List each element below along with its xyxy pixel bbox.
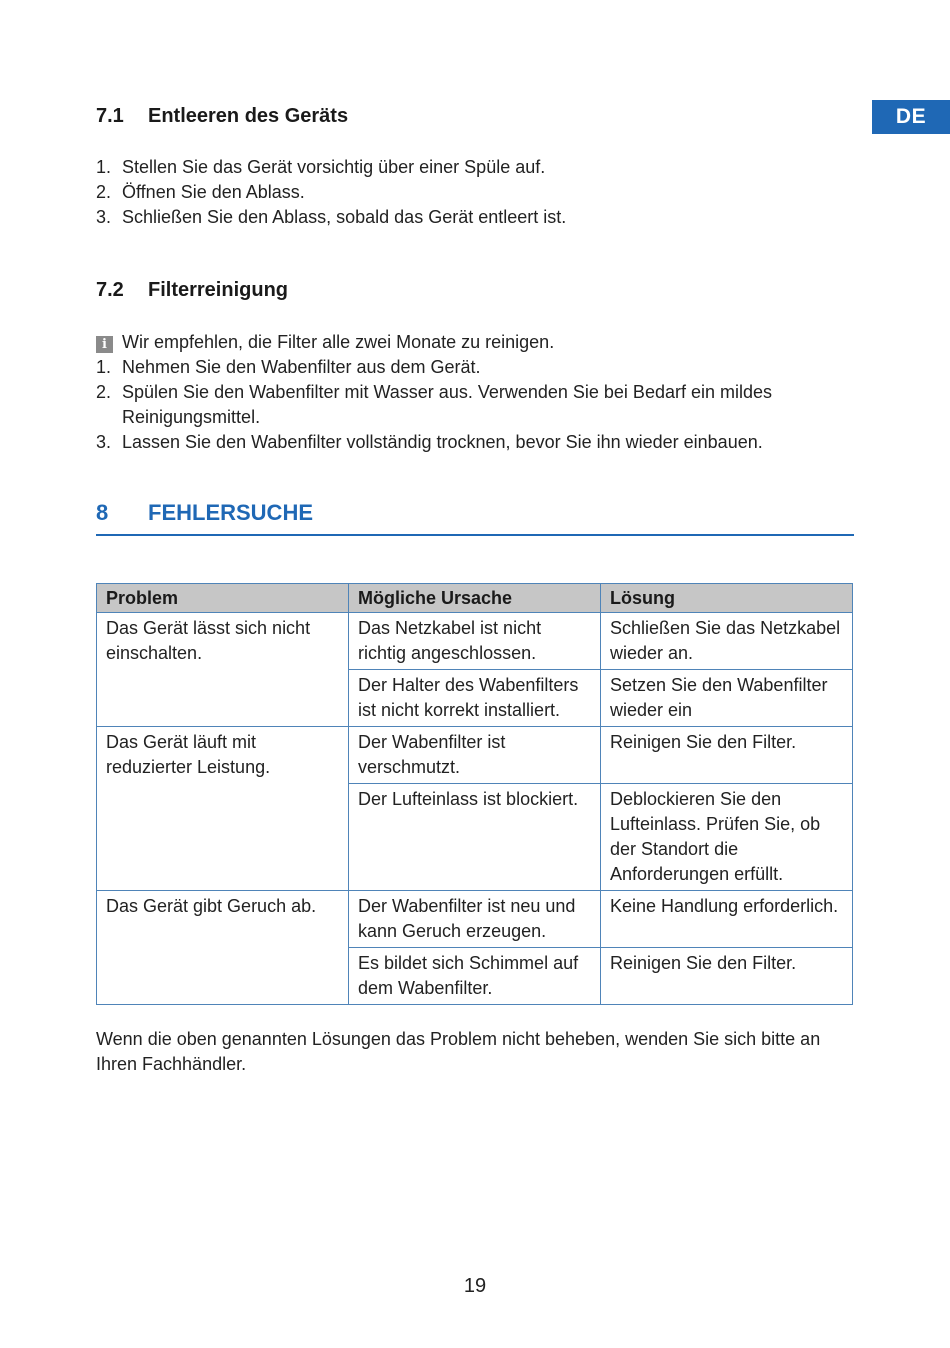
- language-tab: DE: [872, 100, 950, 134]
- page-number: 19: [463, 1275, 487, 1297]
- info-note: [96, 330, 816, 355]
- list-item: [96, 380, 816, 430]
- drain-steps-list: [96, 155, 816, 230]
- section-heading-8: [96, 500, 854, 536]
- solution-cell: Deblockieren Sie den Lufteinlass. Prüfen Sie, ob der Standort die Anforderungen erfüllt.: [601, 784, 853, 891]
- solution-cell: Setzen Sie den Wabenfilter wieder ein: [601, 670, 853, 727]
- solution-cell: Reinigen Sie den Filter.: [601, 948, 853, 1005]
- list-index: 3.: [96, 207, 112, 227]
- info-text: Wir empfehlen, die Filter alle zwei Monate zu reinigen.: [122, 332, 555, 352]
- problem-cell: Das Gerät läuft mit reduzierter Leistung.: [97, 727, 349, 891]
- problem-cell: Das Gerät gibt Geruch ab.: [97, 891, 349, 1005]
- list-index: 2.: [96, 182, 112, 202]
- cause-cell: Der Lufteinlass ist blockiert.: [349, 784, 601, 891]
- column-header-solution: Lösung: [601, 584, 853, 613]
- list-item: [96, 430, 816, 455]
- section-heading-7-1: [96, 105, 348, 128]
- cause-cell: Das Netzkabel ist nicht richtig angeschlossen.: [349, 613, 601, 670]
- list-text: Schließen Sie den Ablass, sobald das Gerät entleert ist.: [122, 207, 567, 227]
- table-row: [97, 613, 853, 670]
- list-text: Spülen Sie den Wabenfilter mit Wasser aus. Verwenden Sie bei Bedarf ein mildes Reinigungsmittel.: [122, 382, 773, 427]
- list-index: 3.: [96, 432, 112, 452]
- column-header-cause: Mögliche Ursache: [349, 584, 601, 613]
- section-title: Filterreinigung: [148, 279, 288, 301]
- section-heading-7-2: [96, 279, 288, 302]
- list-index: 1.: [96, 157, 112, 177]
- list-index: 1.: [96, 357, 112, 377]
- list-text: Nehmen Sie den Wabenfilter aus dem Gerät.: [122, 357, 481, 377]
- list-item: [96, 355, 816, 380]
- solution-cell: Schließen Sie das Netzkabel wieder an.: [601, 613, 853, 670]
- solution-cell: Reinigen Sie den Filter.: [601, 727, 853, 784]
- cause-cell: Es bildet sich Schimmel auf dem Wabenfilter.: [349, 948, 601, 1005]
- table-row: [97, 891, 853, 948]
- cause-cell: Der Wabenfilter ist neu und kann Geruch erzeugen.: [349, 891, 601, 948]
- cause-cell: Der Halter des Wabenfilters ist nicht korrekt installiert.: [349, 670, 601, 727]
- table-row: [97, 727, 853, 784]
- section-number: 7.2: [96, 279, 124, 301]
- list-index: 2.: [96, 382, 112, 402]
- section-number: 7.1: [96, 105, 124, 127]
- list-text: Öffnen Sie den Ablass.: [122, 182, 305, 202]
- section-title: Entleeren des Geräts: [148, 105, 349, 127]
- column-header-problem: Problem: [97, 584, 349, 613]
- list-text: Stellen Sie das Gerät vorsichtig über einer Spüle auf.: [122, 157, 546, 177]
- filter-steps-list: [96, 330, 816, 455]
- table-header-row: [97, 584, 853, 613]
- cause-cell: Der Wabenfilter ist verschmutzt.: [349, 727, 601, 784]
- troubleshooting-table: [96, 583, 853, 1005]
- section-title: FEHLERSUCHE: [148, 500, 314, 525]
- problem-cell: Das Gerät lässt sich nicht einschalten.: [97, 613, 349, 727]
- section-number: 8: [96, 500, 109, 525]
- list-item: [96, 180, 816, 205]
- list-item: [96, 205, 816, 230]
- footer-note: Wenn die oben genannten Lösungen das Problem nicht beheben, wenden Sie sich bitte an Ihren Fachhändler.: [96, 1029, 821, 1074]
- list-text: Lassen Sie den Wabenfilter vollständig trocknen, bevor Sie ihn wieder einbauen.: [122, 432, 763, 452]
- info-icon: i: [96, 336, 113, 353]
- solution-cell: Keine Handlung erforderlich.: [601, 891, 853, 948]
- list-item: [96, 155, 816, 180]
